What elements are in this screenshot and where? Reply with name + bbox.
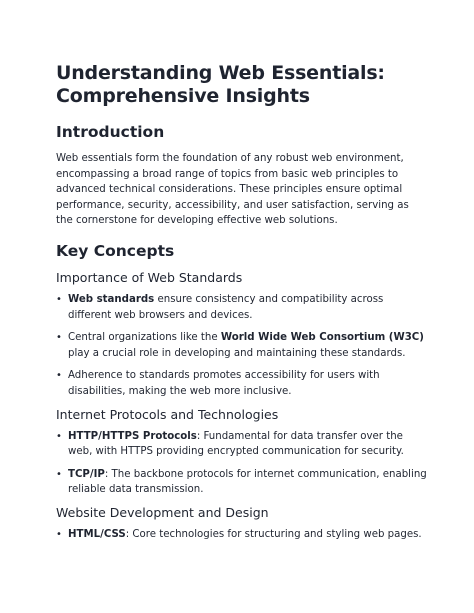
- item-bold: TCP/IP: [68, 468, 105, 480]
- section-internet-protocols: [56, 407, 428, 498]
- item-post: ensure consistency and compatibility across different web browsers and devices.: [68, 293, 384, 321]
- bullet-icon: •: [56, 528, 62, 540]
- document-title: [56, 62, 428, 108]
- item-bold: HTTP/HTTPS Protocols: [68, 430, 197, 442]
- section-website-development: [56, 505, 428, 543]
- list-item: [56, 467, 428, 498]
- list-item: [56, 330, 428, 361]
- item-post: : The backbone protocols for internet communication, enabling reliable data transmission.: [68, 468, 427, 496]
- list-item: [56, 527, 428, 543]
- item-post: play a crucial role in developing and maintaining these standards.: [68, 347, 406, 359]
- bullet-list: [56, 429, 428, 498]
- list-item: [56, 429, 428, 460]
- intro-paragraph: Web essentials form the foundation of any robust web environment, encompassing a broad range of topics from basic web principles to advanced technical considerations. These principles ensure optimal performance, security, accessibility, and user satisfaction, serving as the cornerstone for developing effective web solutions.: [56, 153, 409, 227]
- list-item: [56, 292, 428, 323]
- item-bold: Web standards: [68, 293, 155, 305]
- bullet-icon: •: [56, 293, 62, 305]
- title-line-1: Understanding Web Essentials:: [56, 62, 385, 84]
- title-line-2: Comprehensive Insights: [56, 85, 310, 107]
- item-pre: Adherence to standards promotes accessibility for users with disabilities, making the web more inclusive.: [68, 370, 380, 397]
- intro-heading: Introduction: [56, 123, 165, 141]
- bullet-icon: •: [56, 430, 62, 442]
- section-web-standards: [56, 270, 428, 400]
- item-post: : Core technologies for structuring and styling web pages.: [125, 528, 422, 540]
- list-item: [56, 368, 428, 399]
- bullet-list: [56, 292, 428, 400]
- document-page: [56, 62, 428, 550]
- item-bold: World Wide Web Consortium (W3C): [220, 332, 424, 344]
- item-bold: HTML/CSS: [68, 528, 126, 540]
- bullet-list: [56, 527, 428, 543]
- section-heading: Importance of Web Standards: [56, 269, 243, 285]
- bullet-icon: •: [56, 370, 62, 382]
- section-heading: Website Development and Design: [56, 504, 269, 520]
- item-pre: Central organizations like the: [68, 332, 221, 344]
- section-heading: Internet Protocols and Technologies: [56, 406, 279, 422]
- key-concepts-heading: Key Concepts: [56, 241, 175, 260]
- bullet-icon: •: [56, 332, 62, 344]
- bullet-icon: •: [56, 468, 62, 480]
- item-post: : Fundamental for data transfer over the web, with HTTPS providing encrypted communication for security.: [68, 430, 404, 458]
